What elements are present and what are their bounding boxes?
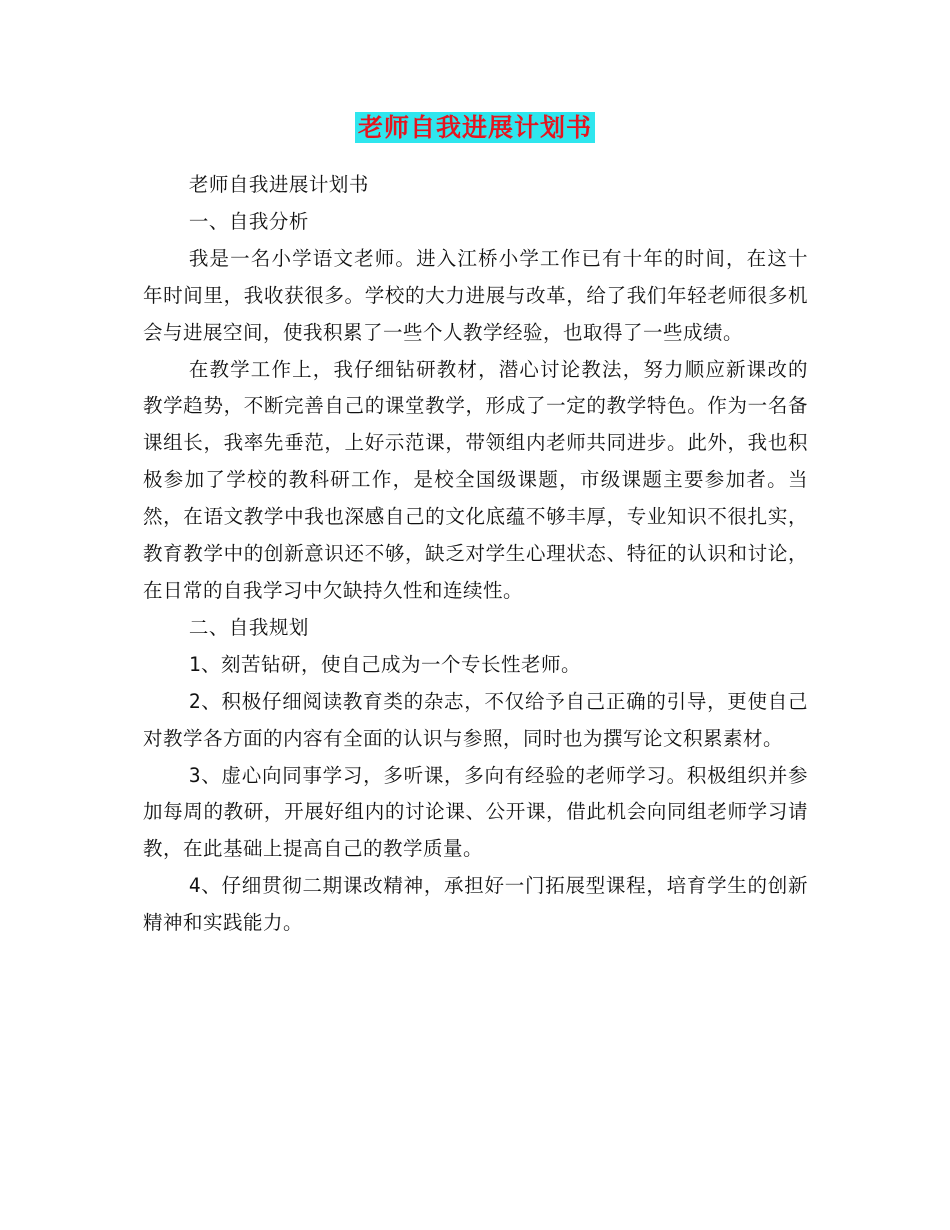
document-title: 老师自我进展计划书 — [355, 112, 595, 143]
subtitle-paragraph: 老师自我进展计划书 — [188, 173, 369, 196]
body-paragraph: 在教学工作上，我仔细钻研教材，潜心讨论教法，努力顺应新课改的教学趋势，不断完善自己的课堂教学，形成了一定的教学特色。作为一名备课组长，我率先垂范，上好示范课，带领组内老师共同进步。此外，我也积极参加了学校的教科研工作，是校全国级课题，市级课题主要参加者。当然，在语文教学中我也深感自己的文化底蕴不够丰厚，专业知识不很扎实，教育教学中的创新意识还不够，缺乏对学生心理状态、特征的认识和讨论，在日常的自我学习中欠缺持久性和连续性。 — [143, 357, 808, 602]
document-body — [143, 167, 808, 942]
list-item: 4、仔细贯彻二期课改精神，承担好一门拓展型课程，培育学生的创新精神和实践能力。 — [143, 874, 808, 935]
list-item: 3、虚心向同事学习，多听课，多向有经验的老师学习。积极组织并参加每周的教研，开展好组内的讨论课、公开课，借此机会向同组老师学习请教，在此基础上提高自己的教学质量。 — [143, 763, 808, 861]
title-container — [0, 112, 950, 143]
list-item: 1、刻苦钻研，使自己成为一个专长性老师。 — [188, 652, 582, 676]
body-paragraph: 我是一名小学语文老师。进入江桥小学工作已有十年的时间，在这十年时间里，我收获很多。学校的大力进展与改革，给了我们年轻老师很多机会与进展空间，使我积累了一些个人教学经验，也取得了一些成绩。 — [143, 246, 808, 344]
list-item: 2、积极仔细阅读教育类的杂志，不仅给予自己正确的引导，更使自己对教学各方面的内容有全面的认识与参照，同时也为撰写论文积累素材。 — [143, 689, 808, 750]
section-heading-self-plan: 二、自我规划 — [188, 615, 309, 639]
section-heading-self-analysis: 一、自我分析 — [188, 209, 309, 233]
